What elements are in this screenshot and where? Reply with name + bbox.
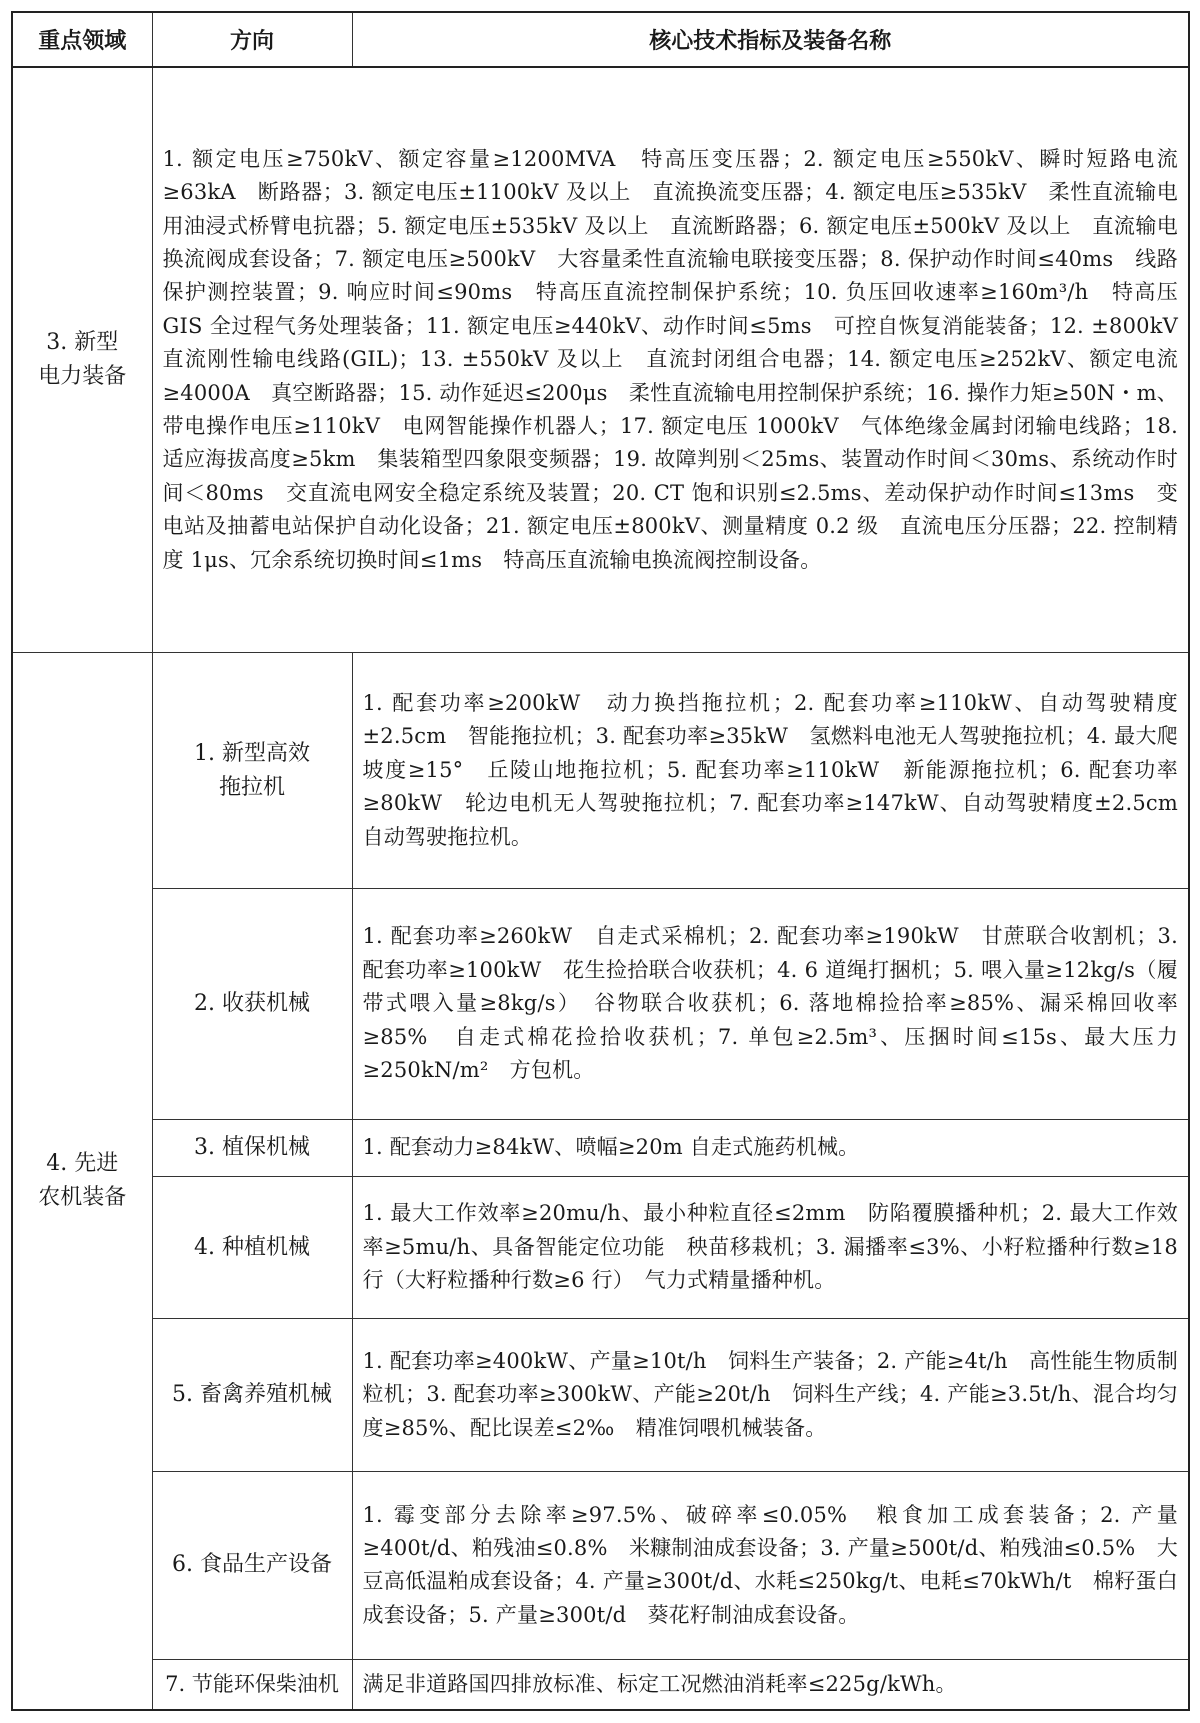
content-cell: 1. 最大工作效率≥20mu/h、最小种粒直径≤2mm 防陷覆膜播种机；2. 最大工作效率≥5mu/h、具备智能定位功能 秧苗移栽机；3. 漏播率≤3%、小籽粒播种行数≥18 行（大籽粒播种行数≥6 行） 气力式精量播种机。 — [352, 1176, 1189, 1319]
direction-cell: 6. 食品生产设备 — [152, 1471, 352, 1659]
header-field: 重点领域 — [12, 12, 152, 67]
content-cell: 1. 配套功率≥400kW、产量≥10t/h 饲料生产装备；2. 产能≥4t/h 高性能生物质制粒机；3. 配套功率≥300kW、产能≥20t/h 饲料生产线；4. 产能≥3.5t/h、混合均匀度≥85%、配比误差≤2‰ 精准饲喂机械装备。 — [352, 1319, 1189, 1472]
field-cell-agri — [12, 653, 152, 1710]
direction-cell — [152, 653, 352, 888]
direction-cell: 7. 节能环保柴油机 — [152, 1659, 352, 1710]
direction-label: 拖拉机 — [218, 774, 285, 800]
direction-cell: 3. 植保机械 — [152, 1120, 352, 1177]
field-label: 3. 新型 — [46, 329, 119, 355]
field-label: 电力装备 — [38, 363, 127, 389]
content-cell: 1. 霉变部分去除率≥97.5%、破碎率≤0.05% 粮食加工成套装备；2. 产量≥400t/d、粕残油≤0.8% 米糠制油成套设备；3. 产量≥500t/d、粕残油≤0.5% 大豆高低温粕成套设备；4. 产量≥300t/d、水耗≤250kg/t、电耗≤70kWh/t 棉籽蛋白成套设备；5. 产量≥300t/d 葵花籽制油成套设备。 — [352, 1471, 1189, 1659]
direction-cell: 4. 种植机械 — [152, 1176, 352, 1319]
header-direction: 方向 — [152, 12, 352, 67]
table-row — [12, 1319, 1189, 1472]
content-cell: 满足非道路国四排放标准、标定工况燃油消耗率≤225g/kWh。 — [352, 1659, 1189, 1710]
equipment-table — [11, 11, 1200, 1711]
header-indicators: 核心技术指标及装备名称 — [352, 12, 1189, 67]
content-cell: 1. 配套动力≥84kW、喷幅≥20m 自走式施药机械。 — [352, 1120, 1189, 1177]
field-label: 4. 先进 — [46, 1151, 119, 1177]
document-page — [11, 11, 1200, 1711]
content-cell: 1. 额定电压≥750kV、额定容量≥1200MVA 特高压变压器；2. 额定电压≥550kV、瞬时短路电流≥63kA 断路器；3. 额定电压±1100kV 及以上 直流换流变压器；4. 额定电压≥535kV 柔性直流输电用油浸式桥臂电抗器；5. 额定电压±535kV 及以上 直流断路器；6. 额定电压±500kV 及以上 直流输电换流阀成套设备；7. 额定电压≥500kV 大容量柔性直流输电联接变压器；8. 保护动作时间≤40ms 线路保护测控装置；9. 响应时间≤90ms 特高压直流控制保护系统；10. 负压回收速率≥160m³/h 特高压 GIS 全过程气务处理装备；11. 额定电压≥440kV、动作时间≤5ms 可控自恢复消能装备；12. ±800kV 直流刚性输电线路(GIL)；13. ±550kV 及以上 直流封闭组合电器；14. 额定电压≥252kV、额定电流≥4000A 真空断路器；15. 动作延迟≤200μs 柔性直流输电用控制保护系统；16. 操作力矩≥50N・m、带电操作电压≥110kV 电网智能操作机器人；17. 额定电压 1000kV 气体绝缘金属封闭输电线路；18. 适应海拔高度≥5km 集装箱型四象限变频器；19. 故障判别＜25ms、装置动作时间＜30ms、系统动作时间＜80ms 交直流电网安全稳定系统及装置；20. CT 饱和识别≤2.5ms、差动保护动作时间≤13ms 变电站及抽蓄电站保护自动化设备；21. 额定电压±800kV、测量精度 0.2 级 直流电压分压器；22. 控制精度 1μs、冗余系统切换时间≤1ms 特高压直流输电换流阀控制设备。 — [152, 67, 1189, 653]
table-row — [12, 1659, 1189, 1710]
content-cell: 1. 配套功率≥200kW 动力换挡拖拉机；2. 配套功率≥110kW、自动驾驶精度±2.5cm 智能拖拉机；3. 配套功率≥35kW 氢燃料电池无人驾驶拖拉机；4. 最大爬坡度≥15° 丘陵山地拖拉机；5. 配套功率≥110kW 新能源拖拉机；6. 配套功率≥80kW 轮边电机无人驾驶拖拉机；7. 配套功率≥147kW、自动驾驶精度±2.5cm 自动驾驶拖拉机。 — [352, 653, 1189, 888]
field-label: 农机装备 — [38, 1185, 127, 1211]
table-row — [12, 67, 1189, 653]
field-cell-power — [12, 67, 152, 653]
table-row — [12, 1120, 1189, 1177]
direction-label: 1. 新型高效 — [194, 740, 310, 766]
table-row — [12, 1176, 1189, 1319]
direction-cell: 2. 收获机械 — [152, 888, 352, 1119]
table-row — [12, 888, 1189, 1119]
content-cell: 1. 配套功率≥260kW 自走式采棉机；2. 配套功率≥190kW 甘蔗联合收割机；3. 配套功率≥100kW 花生捡拾联合收获机；4. 6 道绳打捆机；5. 喂入量≥12kg/s（履带式喂入量≥8kg/s） 谷物联合收获机；6. 落地棉捡拾率≥85%、漏采棉回收率≥85% 自走式棉花捡拾收获机；7. 单包≥2.5m³、压捆时间≤15s、最大压力≥250kN/m² 方包机。 — [352, 888, 1189, 1119]
table-row — [12, 653, 1189, 888]
table-row — [12, 1471, 1189, 1659]
direction-cell: 5. 畜禽养殖机械 — [152, 1319, 352, 1472]
header-row — [12, 12, 1189, 67]
